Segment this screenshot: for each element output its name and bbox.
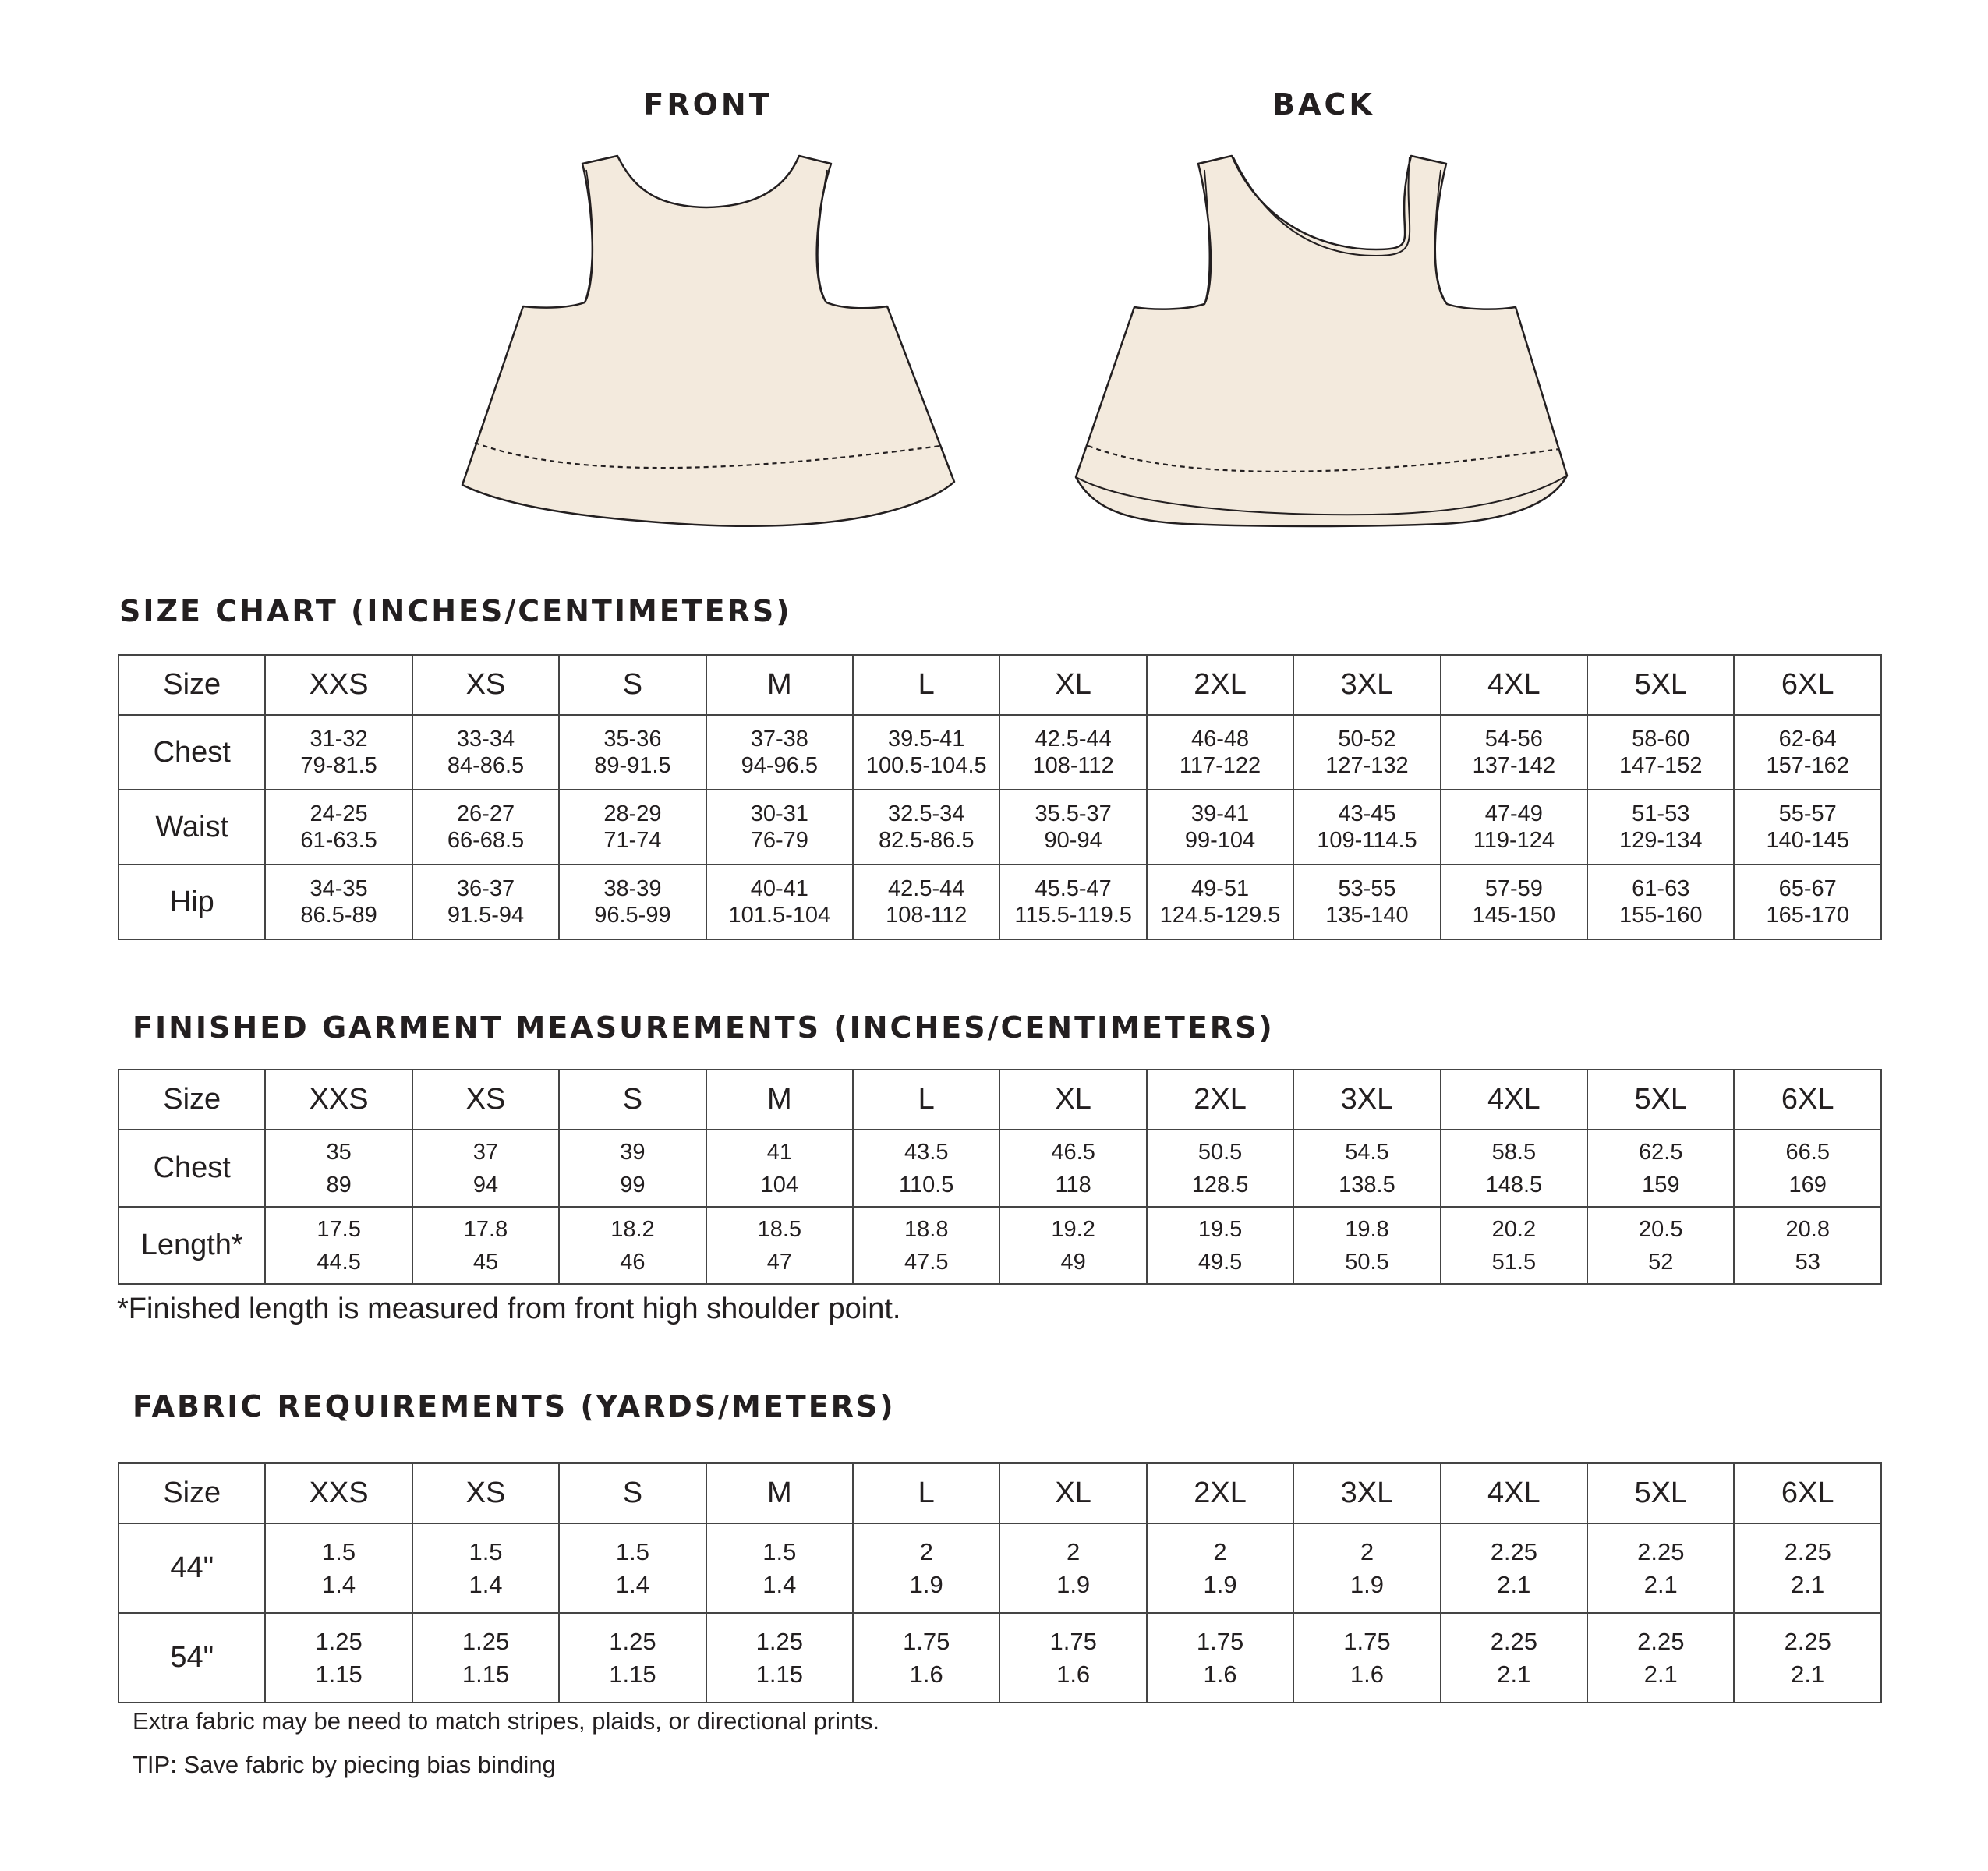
size-header-5xl: 5XL (1587, 1070, 1734, 1130)
value-cm: 94 (472, 1172, 499, 1197)
fabric-note-tip: TIP: Save fabric by piecing bias binding (133, 1751, 556, 1778)
value-inches: 43-45 (1338, 801, 1396, 826)
value-inches: 35-36 (603, 727, 662, 752)
value-cm: 46 (620, 1249, 646, 1275)
value-meters: 1.4 (762, 1570, 797, 1598)
value-inches: 66.5 (1785, 1139, 1830, 1165)
value-inches: 51-53 (1632, 801, 1690, 826)
table-cell (1734, 1613, 1881, 1703)
value-inches: 33-34 (456, 727, 515, 752)
size-header-xl: XL (999, 655, 1146, 715)
value-inches: 58-60 (1632, 727, 1690, 752)
value-cm: 90-94 (1044, 828, 1102, 853)
size-header-xxs: XXS (265, 655, 412, 715)
value-cm: 91.5-94 (447, 903, 525, 928)
back-view-label: BACK (1272, 87, 1375, 122)
value-yards: 2 (1067, 1537, 1081, 1565)
value-inches: 28-29 (603, 801, 662, 826)
value-meters: 1.15 (755, 1660, 803, 1688)
table-cell (706, 1613, 853, 1703)
table-cell (706, 1207, 853, 1284)
value-inches: 19.2 (1051, 1216, 1095, 1242)
size-header-xxs: XXS (265, 1463, 412, 1523)
table-cell (1147, 1207, 1293, 1284)
table-cell (559, 1130, 706, 1207)
table-cell (412, 865, 559, 939)
value-inches: 18.8 (904, 1216, 949, 1242)
value-meters: 1.4 (615, 1570, 649, 1598)
value-yards: 2 (1360, 1537, 1374, 1565)
value-cm: 148.5 (1485, 1172, 1543, 1197)
front-garment-drawing (462, 156, 954, 526)
value-inches: 20.5 (1639, 1216, 1683, 1242)
size-header-6xl: 6XL (1734, 1463, 1881, 1523)
finished-length-note: *Finished length is measured from front high shoulder point. (117, 1293, 901, 1325)
size-chart-title: SIZE CHART (INCHES/CENTIMETERS) (119, 594, 792, 628)
table-cell (412, 1130, 559, 1207)
value-yards: 1.25 (315, 1627, 363, 1655)
value-cm: 100.5-104.5 (865, 753, 987, 778)
table-row (119, 1207, 1881, 1284)
table-cell (853, 1523, 999, 1613)
table-cell (559, 715, 706, 790)
value-meters: 1.6 (909, 1660, 943, 1688)
fabric-requirements-table (118, 1462, 1882, 1703)
value-meters: 1.6 (1350, 1660, 1384, 1688)
finished-measurements-title: FINISHED GARMENT MEASUREMENTS (INCHES/CENTIMETERS) (133, 1010, 1275, 1045)
value-cm: 49.5 (1197, 1249, 1243, 1275)
value-cm: 47.5 (904, 1249, 949, 1275)
value-inches: 35.5-37 (1035, 801, 1112, 826)
value-cm: 99 (620, 1172, 646, 1197)
value-inches: 40-41 (750, 876, 808, 901)
row-label: Waist (119, 790, 265, 865)
table-cell (1147, 1523, 1293, 1613)
garment-illustrations (0, 78, 1988, 561)
value-meters: 1.9 (1056, 1570, 1091, 1598)
size-header-xl: XL (999, 1070, 1146, 1130)
value-meters: 1.9 (909, 1570, 943, 1598)
table-row (119, 1130, 1881, 1207)
table-row (119, 715, 1881, 790)
table-cell (559, 1523, 706, 1613)
value-inches: 31-32 (310, 727, 368, 752)
value-inches: 62.5 (1639, 1139, 1683, 1165)
value-yards: 2.25 (1784, 1627, 1831, 1655)
value-yards: 1.75 (1196, 1627, 1244, 1655)
value-cm: 101.5-104 (728, 903, 831, 928)
value-inches: 46.5 (1051, 1139, 1095, 1165)
table-cell (706, 1523, 853, 1613)
size-header-cell: Size (119, 1463, 265, 1523)
value-yards: 2.25 (1784, 1537, 1831, 1565)
value-meters: 1.4 (469, 1570, 503, 1598)
table-cell (853, 1207, 999, 1284)
size-header-4xl: 4XL (1441, 1070, 1587, 1130)
fabric-header-row (119, 1463, 1881, 1523)
table-cell (1734, 790, 1881, 865)
value-inches: 39.5-41 (888, 727, 965, 752)
size-header-m: M (706, 655, 853, 715)
value-yards: 1.25 (462, 1627, 510, 1655)
row-label: Chest (119, 1130, 265, 1207)
table-cell (265, 865, 412, 939)
table-cell (1147, 790, 1293, 865)
table-cell (1293, 715, 1440, 790)
table-cell (1441, 1523, 1587, 1613)
value-inches: 54.5 (1345, 1139, 1389, 1165)
table-cell (999, 715, 1146, 790)
table-cell (1441, 1207, 1587, 1284)
value-yards: 2 (919, 1537, 933, 1565)
table-cell (1587, 1613, 1734, 1703)
table-cell (1587, 1523, 1734, 1613)
table-cell (1293, 1613, 1440, 1703)
value-cm: 66-68.5 (447, 828, 525, 853)
value-inches: 35 (326, 1139, 352, 1165)
size-header-3xl: 3XL (1293, 655, 1440, 715)
table-cell (853, 790, 999, 865)
value-inches: 45.5-47 (1035, 876, 1112, 901)
table-cell (1147, 865, 1293, 939)
value-inches: 47-49 (1484, 801, 1543, 826)
value-cm: 86.5-89 (300, 903, 377, 928)
table-cell (999, 1613, 1146, 1703)
value-cm: 76-79 (750, 828, 808, 853)
value-cm: 51.5 (1491, 1249, 1537, 1275)
value-meters: 1.6 (1203, 1660, 1237, 1688)
value-inches: 24-25 (310, 801, 368, 826)
value-inches: 49-51 (1190, 876, 1250, 901)
value-inches: 17.5 (317, 1216, 361, 1242)
size-header-l: L (853, 655, 999, 715)
value-meters: 2.1 (1497, 1660, 1531, 1688)
value-cm: 137-142 (1472, 753, 1556, 778)
table-cell (265, 1523, 412, 1613)
value-inches: 43.5 (904, 1139, 949, 1165)
finished-measurements-table (118, 1069, 1882, 1285)
table-cell (559, 865, 706, 939)
value-inches: 55-57 (1778, 801, 1837, 826)
value-yards: 1.5 (762, 1537, 797, 1565)
value-yards: 1.5 (615, 1537, 649, 1565)
value-cm: 89 (326, 1172, 352, 1197)
table-cell (412, 1207, 559, 1284)
table-cell (265, 715, 412, 790)
table-cell (1441, 1130, 1587, 1207)
size-header-4xl: 4XL (1441, 655, 1587, 715)
value-cm: 147-152 (1619, 753, 1703, 778)
size-header-2xl: 2XL (1147, 1070, 1293, 1130)
table-row (119, 865, 1881, 939)
value-inches: 36-37 (456, 876, 515, 901)
value-cm: 99-104 (1184, 828, 1256, 853)
value-inches: 30-31 (750, 801, 808, 826)
table-cell (1734, 865, 1881, 939)
table-cell (412, 1523, 559, 1613)
size-header-m: M (706, 1463, 853, 1523)
size-header-4xl: 4XL (1441, 1463, 1587, 1523)
table-cell (1441, 865, 1587, 939)
value-cm: 84-86.5 (447, 753, 525, 778)
value-cm: 165-170 (1766, 903, 1849, 928)
value-yards: 1.5 (322, 1537, 356, 1565)
size-header-2xl: 2XL (1147, 655, 1293, 715)
value-cm: 53 (1795, 1249, 1820, 1275)
back-garment-drawing (1076, 156, 1567, 526)
row-label: Hip (119, 865, 265, 939)
value-yards: 2.25 (1637, 1627, 1685, 1655)
table-row (119, 790, 1881, 865)
value-cm: 89-91.5 (594, 753, 671, 778)
value-yards: 1.75 (1343, 1627, 1391, 1655)
value-inches: 42.5-44 (1035, 727, 1112, 752)
value-inches: 42.5-44 (888, 876, 965, 901)
size-header-3xl: 3XL (1293, 1070, 1440, 1130)
table-cell (1293, 1207, 1440, 1284)
value-inches: 65-67 (1778, 876, 1837, 901)
table-cell (853, 715, 999, 790)
table-cell (265, 1613, 412, 1703)
table-cell (999, 865, 1146, 939)
size-header-3xl: 3XL (1293, 1463, 1440, 1523)
size-header-xxs: XXS (265, 1070, 412, 1130)
fabric-requirements-title: FABRIC REQUIREMENTS (YARDS/METERS) (133, 1389, 896, 1424)
value-inches: 19.5 (1197, 1216, 1243, 1242)
table-cell (265, 1207, 412, 1284)
value-cm: 110.5 (899, 1172, 954, 1197)
value-meters: 1.9 (1203, 1570, 1237, 1598)
table-cell (1734, 1207, 1881, 1284)
value-cm: 44.5 (317, 1249, 361, 1275)
table-cell (1293, 865, 1440, 939)
value-meters: 1.9 (1350, 1570, 1384, 1598)
value-inches: 37-38 (750, 727, 808, 752)
size-header-5xl: 5XL (1587, 655, 1734, 715)
value-inches: 61-63 (1632, 876, 1690, 901)
table-cell (853, 1130, 999, 1207)
value-cm: 79-81.5 (300, 753, 377, 778)
value-meters: 1.15 (315, 1660, 363, 1688)
row-label: Length* (119, 1207, 265, 1284)
value-cm: 117-122 (1179, 753, 1261, 778)
value-cm: 109-114.5 (1317, 828, 1417, 853)
value-cm: 157-162 (1766, 753, 1849, 778)
value-yards: 2.25 (1490, 1627, 1538, 1655)
value-cm: 118 (1055, 1172, 1091, 1197)
table-row (119, 1613, 1881, 1703)
value-cm: 50.5 (1345, 1249, 1389, 1275)
table-cell (1734, 715, 1881, 790)
size-header-xs: XS (412, 1463, 559, 1523)
table-cell (853, 865, 999, 939)
value-inches: 54-56 (1484, 727, 1543, 752)
table-cell (1293, 790, 1440, 865)
value-inches: 18.5 (757, 1216, 802, 1242)
row-label: 44" (119, 1523, 265, 1613)
finished-header-row (119, 1070, 1881, 1130)
row-label: 54" (119, 1613, 265, 1703)
table-cell (1147, 1613, 1293, 1703)
table-cell (1734, 1523, 1881, 1613)
value-inches: 37 (472, 1139, 499, 1165)
value-cm: 155-160 (1619, 903, 1703, 928)
value-cm: 138.5 (1339, 1172, 1395, 1197)
table-row (119, 1523, 1881, 1613)
value-cm: 119-124 (1473, 828, 1555, 853)
value-yards: 1.5 (469, 1537, 503, 1565)
value-cm: 145-150 (1472, 903, 1556, 928)
size-header-m: M (706, 1070, 853, 1130)
value-cm: 115.5-119.5 (1014, 903, 1132, 928)
value-inches: 58.5 (1491, 1139, 1537, 1165)
table-cell (559, 1613, 706, 1703)
size-header-6xl: 6XL (1734, 1070, 1881, 1130)
value-cm: 96.5-99 (594, 903, 671, 928)
value-meters: 2.1 (1791, 1570, 1825, 1598)
size-header-cell: Size (119, 1070, 265, 1130)
size-chart-header-row (119, 655, 1881, 715)
value-cm: 71-74 (603, 828, 662, 853)
value-inches: 20.2 (1491, 1216, 1537, 1242)
value-yards: 1.25 (755, 1627, 803, 1655)
size-header-l: L (853, 1463, 999, 1523)
table-cell (265, 1130, 412, 1207)
value-cm: 124.5-129.5 (1159, 903, 1281, 928)
table-cell (1147, 1130, 1293, 1207)
value-inches: 17.8 (463, 1216, 508, 1242)
value-yards: 1.75 (903, 1627, 950, 1655)
table-cell (559, 790, 706, 865)
value-meters: 2.1 (1643, 1570, 1678, 1598)
table-cell (1441, 715, 1587, 790)
value-cm: 128.5 (1191, 1172, 1249, 1197)
front-view-label: FRONT (643, 87, 773, 122)
value-cm: 49 (1060, 1249, 1086, 1275)
size-header-xs: XS (412, 1070, 559, 1130)
table-cell (1441, 790, 1587, 865)
size-header-xs: XS (412, 655, 559, 715)
value-cm: 61-63.5 (300, 828, 377, 853)
value-inches: 39 (620, 1139, 646, 1165)
value-meters: 2.1 (1791, 1660, 1825, 1688)
value-cm: 52 (1648, 1249, 1674, 1275)
value-cm: 135-140 (1325, 903, 1409, 928)
size-header-5xl: 5XL (1587, 1463, 1734, 1523)
size-header-s: S (559, 1463, 706, 1523)
table-cell (1587, 790, 1734, 865)
table-cell (1734, 1130, 1881, 1207)
value-cm: 47 (766, 1249, 792, 1275)
value-yards: 1.75 (1049, 1627, 1097, 1655)
value-meters: 2.1 (1643, 1660, 1678, 1688)
value-inches: 50-52 (1338, 727, 1396, 752)
value-inches: 53-55 (1338, 876, 1396, 901)
value-meters: 1.15 (462, 1660, 510, 1688)
value-meters: 1.6 (1056, 1660, 1091, 1688)
table-cell (999, 1207, 1146, 1284)
fabric-note-extra: Extra fabric may be need to match stripes, plaids, or directional prints. (133, 1707, 879, 1735)
value-inches: 32.5-34 (888, 801, 965, 826)
size-header-s: S (559, 655, 706, 715)
table-cell (706, 715, 853, 790)
size-chart-table (118, 654, 1882, 940)
value-cm: 94-96.5 (741, 753, 818, 778)
table-cell (1587, 1207, 1734, 1284)
value-cm: 108-112 (886, 903, 967, 928)
value-inches: 19.8 (1345, 1216, 1389, 1242)
value-cm: 129-134 (1619, 828, 1703, 853)
value-yards: 2.25 (1637, 1537, 1685, 1565)
value-inches: 62-64 (1778, 727, 1837, 752)
table-cell (1587, 1130, 1734, 1207)
table-cell (1293, 1523, 1440, 1613)
value-cm: 108-112 (1032, 753, 1114, 778)
value-inches: 50.5 (1197, 1139, 1243, 1165)
value-cm: 104 (760, 1172, 799, 1197)
value-inches: 20.8 (1785, 1216, 1830, 1242)
table-cell (1147, 715, 1293, 790)
value-yards: 2.25 (1490, 1537, 1538, 1565)
value-cm: 169 (1788, 1172, 1827, 1197)
size-header-xl: XL (999, 1463, 1146, 1523)
value-inches: 26-27 (456, 801, 515, 826)
table-cell (412, 790, 559, 865)
table-cell (1587, 865, 1734, 939)
value-cm: 45 (472, 1249, 499, 1275)
value-meters: 2.1 (1497, 1570, 1531, 1598)
table-cell (1293, 1130, 1440, 1207)
size-header-2xl: 2XL (1147, 1463, 1293, 1523)
value-inches: 57-59 (1484, 876, 1543, 901)
table-cell (1587, 715, 1734, 790)
table-cell (706, 1130, 853, 1207)
value-yards: 2 (1213, 1537, 1227, 1565)
value-yards: 1.25 (609, 1627, 656, 1655)
size-header-s: S (559, 1070, 706, 1130)
table-cell (706, 865, 853, 939)
size-header-l: L (853, 1070, 999, 1130)
row-label: Chest (119, 715, 265, 790)
size-header-cell: Size (119, 655, 265, 715)
value-cm: 159 (1642, 1172, 1680, 1197)
table-cell (999, 1523, 1146, 1613)
value-cm: 140-145 (1766, 828, 1849, 853)
value-cm: 82.5-86.5 (878, 828, 975, 853)
table-cell (412, 1613, 559, 1703)
table-cell (412, 715, 559, 790)
value-cm: 127-132 (1325, 753, 1409, 778)
table-cell (559, 1207, 706, 1284)
value-inches: 39-41 (1190, 801, 1250, 826)
size-header-6xl: 6XL (1734, 655, 1881, 715)
table-cell (999, 790, 1146, 865)
value-meters: 1.15 (609, 1660, 656, 1688)
table-cell (853, 1613, 999, 1703)
value-inches: 18.2 (610, 1216, 655, 1242)
value-inches: 34-35 (310, 876, 368, 901)
value-inches: 41 (766, 1139, 792, 1165)
table-cell (1441, 1613, 1587, 1703)
table-cell (999, 1130, 1146, 1207)
value-inches: 46-48 (1190, 727, 1250, 752)
value-inches: 38-39 (603, 876, 662, 901)
value-meters: 1.4 (322, 1570, 356, 1598)
table-cell (265, 790, 412, 865)
table-cell (706, 790, 853, 865)
